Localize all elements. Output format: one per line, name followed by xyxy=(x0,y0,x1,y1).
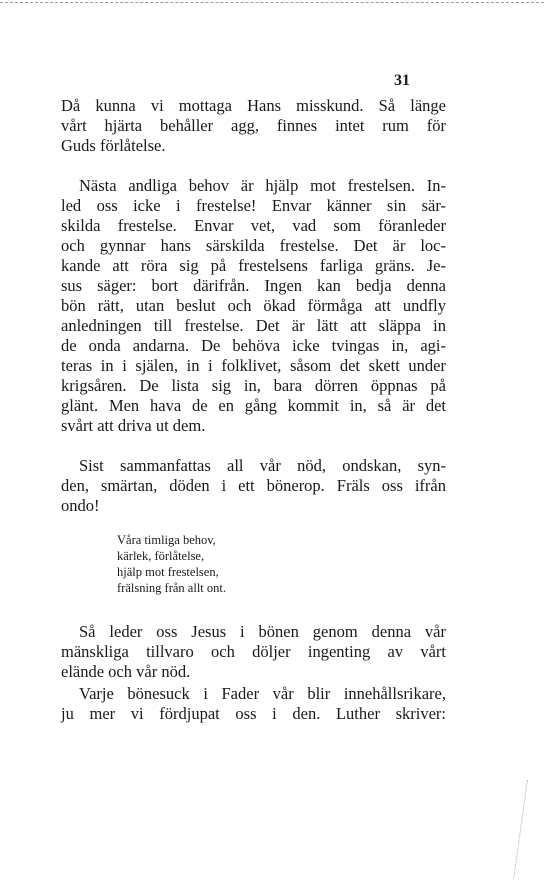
text-line: Så leder oss Jesus i bönen genom denna vår xyxy=(79,622,446,641)
text-line: sus säger: bort därifrån. Ingen kan bedja denna xyxy=(61,276,446,295)
text-line: de onda andarna. De behöva icke tvingas in, agi- xyxy=(61,336,446,355)
text-line: Guds förlåtelse. xyxy=(61,136,166,155)
text-line: den, smärtan, döden i ett bönerop. Fräls oss ifrån xyxy=(61,476,446,495)
top-edge-rule xyxy=(0,2,544,4)
text-line: Sist sammanfattas all vår nöd, ondskan, syn- xyxy=(79,456,446,475)
text-line: och gynnar hans särskilda frestelse. Det är loc- xyxy=(61,236,446,255)
text-line: bön rätt, utan beslut och ökad förmåga att undfly xyxy=(61,296,446,315)
text-line: glänt. Men hava de en gång kommit in, så är det xyxy=(61,396,446,415)
text-line: Nästa andliga behov är hjälp mot frestelsen. In- xyxy=(79,176,446,195)
text-line: Då kunna vi mottaga Hans misskund. Så länge xyxy=(61,96,446,115)
text-line: anledningen till frestelse. Det är lätt att släppa in xyxy=(61,316,446,335)
text-line: vårt hjärta behåller agg, finnes intet rum för xyxy=(61,116,446,135)
text-line: ondo! xyxy=(61,496,100,515)
text-line: ju mer vi fördjupat oss i den. Luther skriver: xyxy=(61,704,446,723)
text-line: svårt att driva ut dem. xyxy=(61,416,206,435)
text-line: krigsåren. De lista sig in, bara dörren öppnas på xyxy=(61,376,446,395)
text-line: elände och vår nöd. xyxy=(61,662,191,681)
text-line: Varje bönesuck i Fader vår blir innehållsrikare, xyxy=(79,684,446,703)
poem-line: frälsning från allt ont. xyxy=(117,581,226,595)
text-line: skilda frestelse. Envar vet, vad som föranleder xyxy=(61,216,446,235)
text-line: led oss icke i frestelse! Envar känner sin sär- xyxy=(61,196,446,215)
text-line: kande att röra sig på frestelsens farliga gräns. Je- xyxy=(61,256,446,275)
text-line: teras in i själen, in i folklivet, såsom det skett under xyxy=(61,356,446,375)
margin-scan-mark xyxy=(513,780,538,881)
poem-line: hjälp mot frestelsen, xyxy=(117,565,219,579)
poem-line: kärlek, förlåtelse, xyxy=(117,549,205,563)
page-number: 31 xyxy=(394,72,410,89)
poem-line: Våra timliga behov, xyxy=(117,533,216,547)
text-line: mänskliga tillvaro och döljer ingenting av vårt xyxy=(61,642,446,661)
